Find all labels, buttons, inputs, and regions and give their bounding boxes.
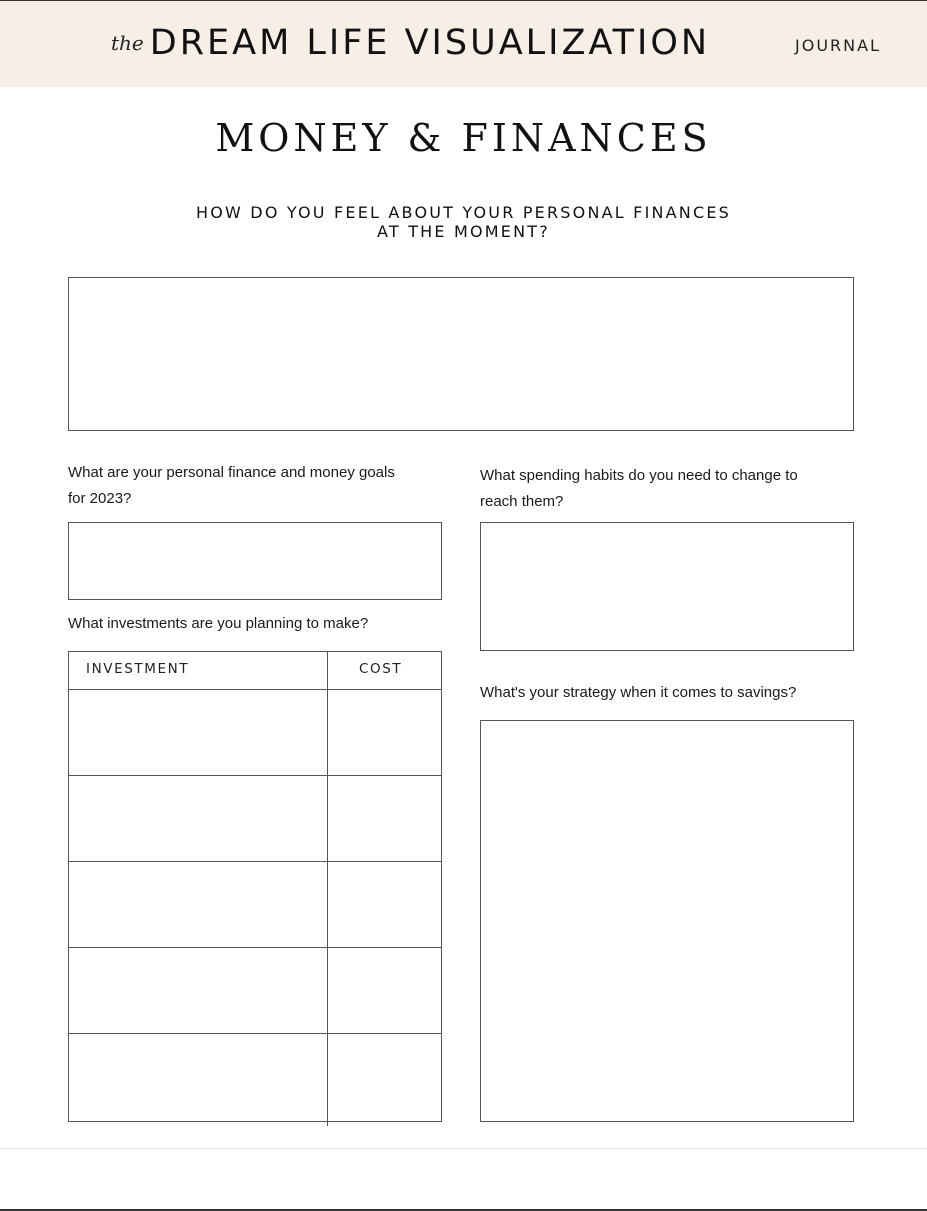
habits-question-line-2: reach them? xyxy=(480,493,564,510)
page-title: MONEY & FINANCES xyxy=(215,116,712,160)
column-header-investment: INVESTMENT xyxy=(86,661,190,677)
habits-question xyxy=(480,463,860,515)
brand-prefix: the xyxy=(111,31,144,55)
table-row[interactable] xyxy=(69,775,441,861)
header-band xyxy=(0,1,927,87)
feelings-prompt xyxy=(0,203,927,241)
savings-question: What's your strategy when it comes to savings? xyxy=(480,684,797,701)
journal-brand xyxy=(111,23,881,63)
feelings-prompt-line-1: HOW DO YOU FEEL ABOUT YOUR PERSONAL FINANCES xyxy=(195,203,732,222)
investments-question: What investments are you planning to make? xyxy=(68,615,369,632)
investment-table-header xyxy=(69,652,441,690)
footer-divider xyxy=(0,1148,927,1149)
goals-question-line-2: for 2023? xyxy=(68,490,132,507)
goals-question xyxy=(68,460,438,512)
table-row[interactable] xyxy=(69,689,441,775)
table-row[interactable] xyxy=(69,861,441,947)
savings-answer-box[interactable] xyxy=(480,720,854,1122)
brand-suffix: JOURNAL xyxy=(795,36,881,55)
table-row[interactable] xyxy=(69,1033,441,1121)
goals-question-line-1: What are your personal finance and money goals xyxy=(68,464,395,481)
habits-question-line-1: What spending habits do you need to change to xyxy=(480,467,798,484)
habits-answer-box[interactable] xyxy=(480,522,854,651)
feelings-answer-box[interactable] xyxy=(68,277,854,431)
goals-answer-box[interactable] xyxy=(68,522,442,600)
investment-table xyxy=(68,651,442,1122)
column-header-cost: COST xyxy=(359,661,403,677)
brand-title: DREAM LIFE VISUALIZATION xyxy=(149,23,711,63)
table-row[interactable] xyxy=(69,947,441,1033)
feelings-prompt-line-2: AT THE MOMENT? xyxy=(377,222,550,241)
